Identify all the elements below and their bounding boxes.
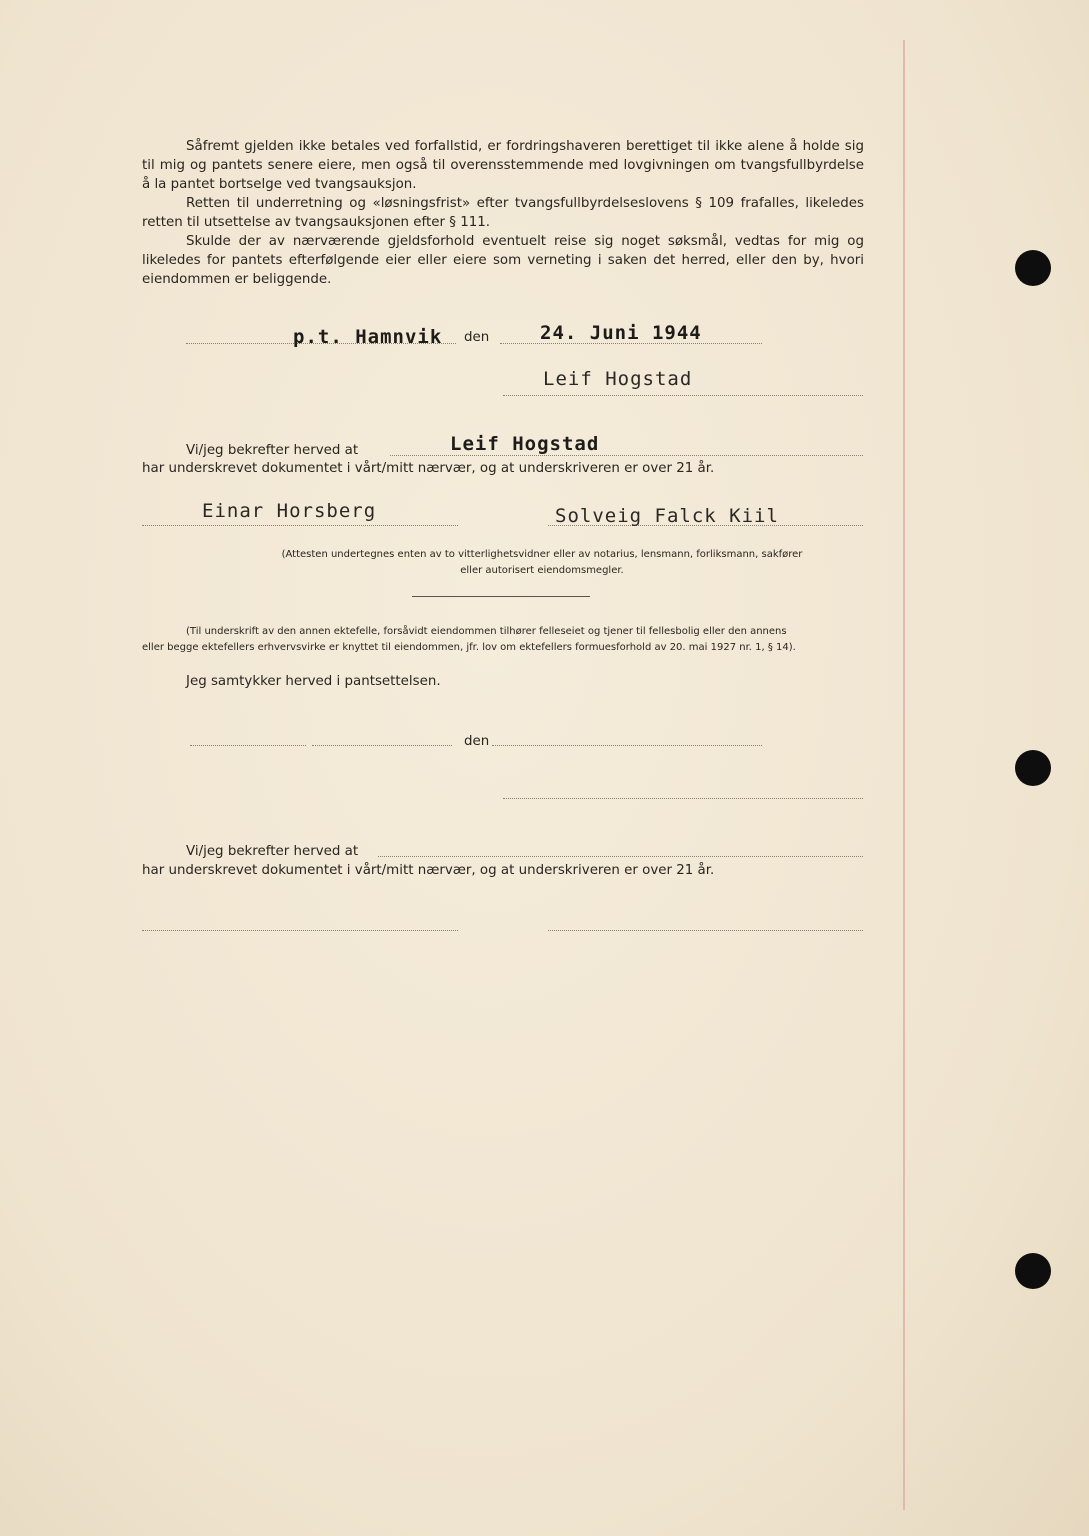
attest2-witness2-line bbox=[548, 930, 863, 931]
punch-hole bbox=[1015, 750, 1051, 786]
attest-note: (Attesten undertegnes enten av to vitterlighetsvidner eller av notarius, lensmann, forliksmann, sakfører eller autorisert eiendomsmegler. bbox=[281, 549, 803, 576]
witness1-line bbox=[142, 525, 458, 526]
margin-rule bbox=[903, 40, 905, 1510]
date-value: 24. Juni 1944 bbox=[540, 322, 702, 344]
attest2-intro: Vi/jeg bekrefter herved at bbox=[186, 844, 359, 859]
attest-name-line bbox=[390, 455, 863, 456]
paragraph-losningsfrist: Retten til underretning og «løsningsfrist» efter tvangsfullbyrdelseslovens § 109 frafalles, likeledes retten til utsettelse av tvangsauksjonen efter § 111. bbox=[142, 196, 864, 230]
signer-name: Leif Hogstad bbox=[543, 368, 693, 390]
attest2-witness1-line bbox=[142, 930, 458, 931]
punch-hole bbox=[1015, 250, 1051, 286]
spouse-consent: Jeg samtykker herved i pantsettelsen. bbox=[186, 674, 441, 689]
spouse-signature-line bbox=[503, 798, 863, 799]
punch-hole bbox=[1015, 1253, 1051, 1289]
attest2-statement: har underskrevet dokumentet i vårt/mitt nærvær, og at underskriveren er over 21 år. bbox=[142, 863, 715, 878]
spouse-place-line-2 bbox=[312, 745, 452, 746]
witness2-name: Solveig Falck Kiil bbox=[555, 505, 779, 527]
witness1-name: Einar Horsberg bbox=[202, 500, 377, 522]
attest-statement: har underskrevet dokumentet i vårt/mitt nærvær, og at underskriveren er over 21 år. bbox=[142, 461, 715, 476]
spouse-note: (Til underskrift av den annen ektefelle, forsåvidt eiendommen tilhører felleseiet og tjener til fellesbolig eller den annens eller begge ektefellers erhvervsvirke er knyttet til eiendommen, jfr. lov om ektefellers formuesforhold av 20. mai 1927 nr. 1, § 14). bbox=[142, 626, 796, 653]
spouse-place-line bbox=[190, 745, 306, 746]
den-label: den bbox=[464, 330, 490, 345]
spouse-date-line bbox=[492, 745, 762, 746]
paragraph-verneting: Skulde der av nærværende gjeldsforhold eventuelt reise sig noget søksmål, vedtas for mig og likeledes for pantets efterfølgende eier eller eiere som verneting i saken det herred, eller den by, hvori eiendommen er beliggende. bbox=[142, 234, 864, 287]
attest-name: Leif Hogstad bbox=[450, 433, 600, 455]
paragraph-forfall: Såfremt gjelden ikke betales ved forfallstid, er fordringshaveren berettiget til ikke alene å holde sig til mig og pantets senere eiere, men også til overensstemmende med lovgivningen om tvangsfullbyrdelse å la pantet bortselge ved tvangsauksjon. bbox=[142, 139, 864, 192]
attest2-name-line bbox=[378, 856, 863, 857]
signature-line bbox=[503, 395, 863, 396]
spouse-den-label: den bbox=[464, 734, 490, 749]
section-divider bbox=[412, 596, 590, 597]
place-value: p.t. Hamnvik bbox=[293, 326, 443, 348]
attest-intro: Vi/jeg bekrefter herved at bbox=[186, 443, 359, 458]
